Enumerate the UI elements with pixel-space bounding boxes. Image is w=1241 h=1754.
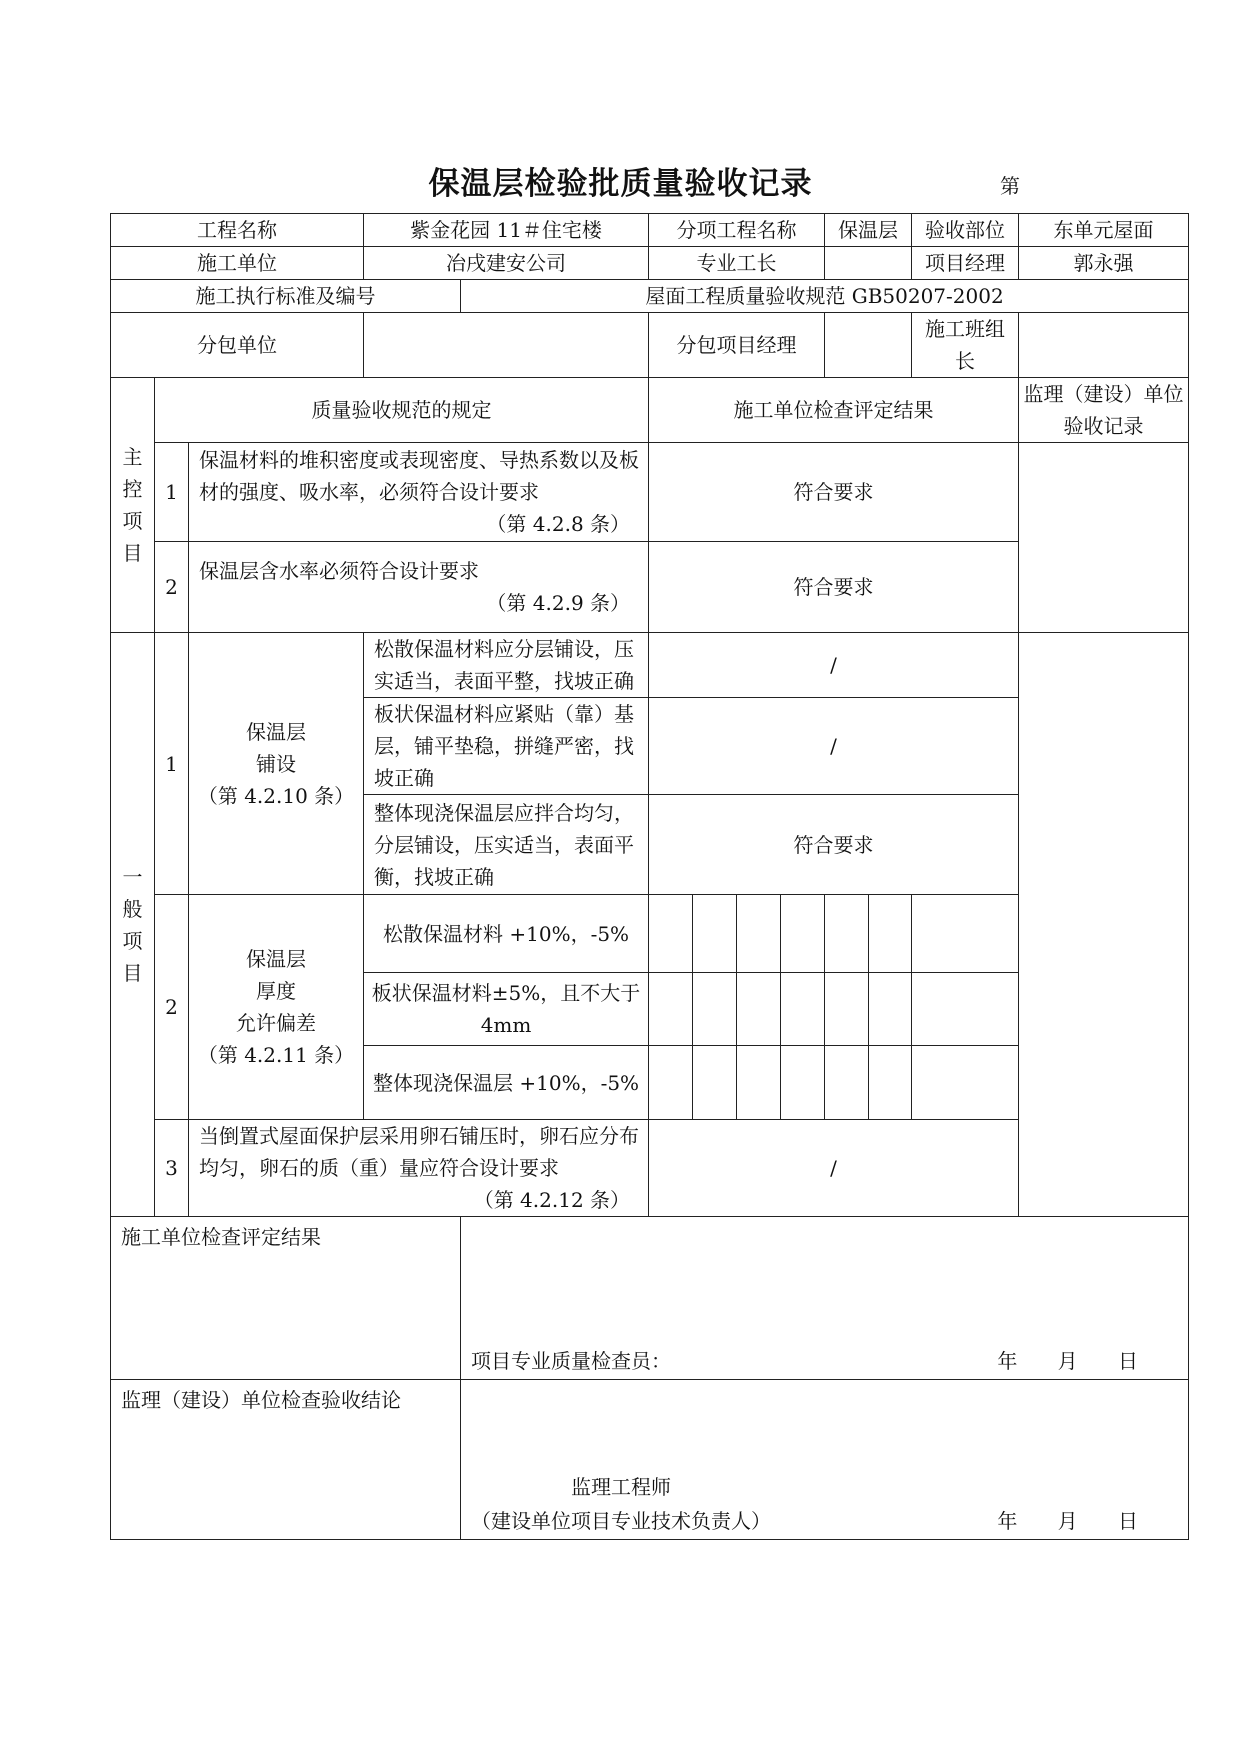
general-item-2-no: 2 [155, 895, 189, 1120]
date-month: 月 [1057, 1349, 1078, 1373]
contractor-check-label: 施工单位检查评定结果 [111, 1217, 461, 1380]
measure-cell [737, 895, 781, 973]
supervisor-column-header: 监理（建设）单位验收记录 [1019, 378, 1189, 443]
general-item-1-name-line1: 保温层 [246, 719, 307, 744]
date-day: 日 [1118, 1349, 1139, 1373]
supervisor-date [963, 1505, 1138, 1537]
sub-pm-label: 分包项目经理 [649, 313, 825, 378]
general-supervisor-record [1019, 633, 1189, 1217]
foreman-label: 专业工长 [649, 247, 825, 280]
general-item-1-sub-1-text: 松散保温材料应分层铺设，压实适当，表面平整，找坡正确 [364, 633, 649, 698]
general-item-2-name-line2: 厚度 [256, 979, 297, 1003]
team-leader-label: 施工班组长 [912, 313, 1019, 378]
measure-cell [912, 973, 1019, 1046]
measure-cell [737, 1046, 781, 1120]
subcontractor-value [364, 313, 649, 378]
pm-value: 郭永强 [1019, 247, 1189, 280]
general-item-1-sub-3-result: 符合要求 [649, 795, 1019, 895]
inspection-record-table [110, 213, 1189, 1540]
measure-cell [693, 973, 737, 1046]
measure-cell [693, 895, 737, 973]
main-item-1-result: 符合要求 [649, 443, 1019, 542]
accept-part-label: 验收部位 [912, 214, 1019, 247]
main-item-1-no: 1 [155, 443, 189, 542]
general-item-1-name-line2: 铺设 [256, 751, 297, 776]
measure-cell [649, 895, 693, 973]
date-year: 年 [997, 1349, 1018, 1373]
measure-cell [781, 895, 825, 973]
main-item-2-cite: （第 4.2.9 条） [486, 591, 631, 615]
supervisor-conclusion-label: 监理（建设）单位检查验收结论 [111, 1380, 461, 1540]
measure-cell [912, 1046, 1019, 1120]
contractor-label: 施工单位 [111, 247, 364, 280]
measure-cell [649, 1046, 693, 1120]
general-item-1-sub-2-result: / [649, 698, 1019, 795]
subcontractor-label: 分包单位 [111, 313, 364, 378]
general-item-2-name [189, 895, 364, 1120]
general-item-1-sub-1-result: / [649, 633, 1019, 698]
general-item-1-cite: （第 4.2.10 条） [197, 783, 355, 808]
general-item-2-sub-3-text: 整体现浇保温层 +10%，-5% [364, 1046, 649, 1120]
page-number-prefix: 第 [1000, 174, 1020, 198]
standard-label: 施工执行标准及编号 [111, 280, 461, 313]
inspector-signature-label: 项目专业质量检查员： [471, 1349, 672, 1373]
general-item-3-result: / [649, 1120, 1019, 1217]
general-item-2-sub-1-text: 松散保温材料 +10%，-5% [364, 895, 649, 973]
general-item-1-name [189, 633, 364, 895]
main-item-1-cite: （第 4.2.8 条） [486, 512, 631, 536]
general-item-1-sub-3-text: 整体现浇保温层应拌合均匀，分层铺设，压实适当，表面平衡，找坡正确 [364, 795, 649, 895]
general-item-2-cite: （第 4.2.11 条） [197, 1043, 355, 1067]
general-item-3-desc: 当倒置式屋面保护层采用卵石铺压时，卵石应分布均匀，卵石的质（重）量应符合设计要求 [199, 1124, 639, 1180]
measure-cell [825, 1046, 869, 1120]
general-item-1-no: 1 [155, 633, 189, 895]
spec-column-header: 质量验收规范的规定 [155, 378, 649, 443]
contractor-value: 冶戌建安公司 [364, 247, 649, 280]
measure-cell [869, 1046, 912, 1120]
measure-cell [825, 973, 869, 1046]
standard-value: 屋面工程质量验收规范 GB50207-2002 [461, 280, 1189, 313]
measure-cell [825, 895, 869, 973]
inspector-date [963, 1345, 1138, 1377]
supervising-engineer-label: 监理工程师 [571, 1475, 672, 1499]
measure-cell [912, 895, 1019, 973]
general-item-2-sub-2-text: 板状保温材料±5%，且不大于 4mm [364, 973, 649, 1046]
owner-representative-label: （建设单位项目专业技术负责人） [471, 1509, 772, 1533]
general-item-1-sub-2-text: 板状保温材料应紧贴（靠）基层，铺平垫稳，拼缝严密，找坡正确 [364, 698, 649, 795]
measure-cell [737, 973, 781, 1046]
supervisor-conclusion-area [461, 1380, 1189, 1540]
main-item-2-text [189, 542, 649, 633]
measure-cell [869, 973, 912, 1046]
foreman-value [825, 247, 912, 280]
measure-cell [781, 973, 825, 1046]
main-item-2-desc: 保温层含水率必须符合设计要求 [199, 559, 479, 583]
document-title: 保温层检验批质量验收记录 [428, 166, 813, 202]
general-item-3-text [189, 1120, 649, 1217]
sub-project-value: 保温层 [825, 214, 912, 247]
sub-pm-value [825, 313, 912, 378]
general-item-2-name-line3: 允许偏差 [236, 1011, 317, 1035]
project-name-label: 工程名称 [111, 214, 364, 247]
main-supervisor-record [1019, 443, 1189, 633]
main-items-label: 主控项目 [111, 378, 155, 633]
main-item-1-desc: 保温材料的堆积密度或表现密度、导热系数以及板材的强度、吸水率，必须符合设计要求 [199, 448, 639, 504]
contractor-check-area [461, 1217, 1189, 1380]
measure-cell [869, 895, 912, 973]
main-item-2-no: 2 [155, 542, 189, 633]
main-item-2-result: 符合要求 [649, 542, 1019, 633]
main-item-1-text [189, 443, 649, 542]
measure-cell [781, 1046, 825, 1120]
date-year: 年 [997, 1509, 1018, 1533]
pm-label: 项目经理 [912, 247, 1019, 280]
check-column-header: 施工单位检查评定结果 [649, 378, 1019, 443]
general-item-3-no: 3 [155, 1120, 189, 1217]
accept-part-value: 东单元屋面 [1019, 214, 1189, 247]
date-day: 日 [1118, 1509, 1139, 1533]
project-name-value: 紫金花园 11＃住宅楼 [364, 214, 649, 247]
general-item-3-cite: （第 4.2.12 条） [473, 1188, 631, 1212]
general-items-label: 一般项目 [111, 633, 155, 1217]
sub-project-label: 分项工程名称 [649, 214, 825, 247]
general-item-2-name-line1: 保温层 [246, 947, 307, 971]
measure-cell [649, 973, 693, 1046]
team-leader-value [1019, 313, 1189, 378]
date-month: 月 [1057, 1509, 1078, 1533]
measure-cell [693, 1046, 737, 1120]
